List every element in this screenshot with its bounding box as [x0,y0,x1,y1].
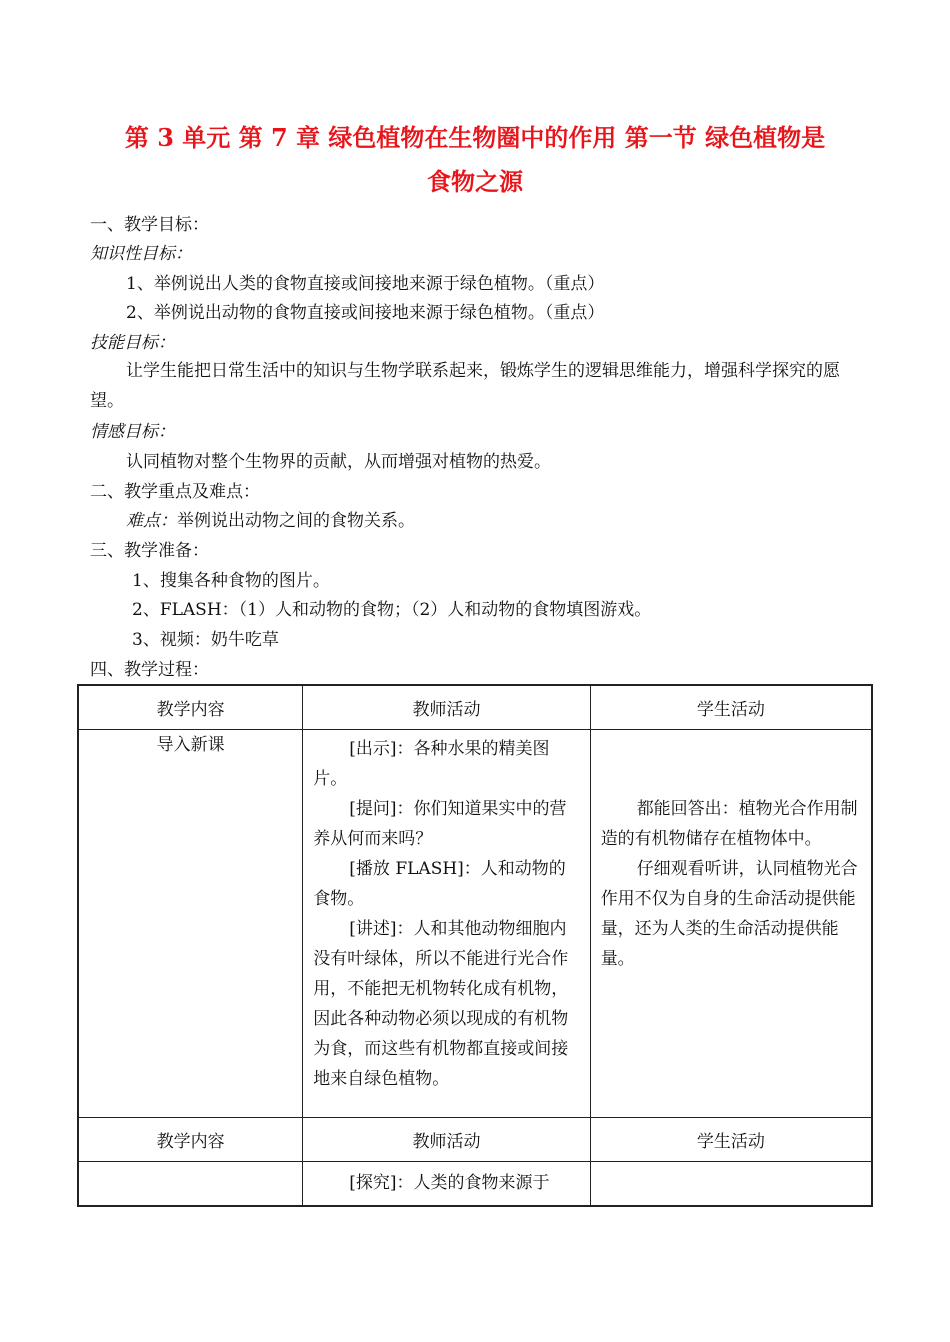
title-line-2: 食物之源 [427,167,523,196]
process-heading: 四、教学过程： [90,660,209,680]
header-content: 教学内容 [78,685,303,730]
keypoints-heading: 二、教学重点及难点： [90,482,260,502]
skill-label: 技能目标： [90,333,175,353]
student-activity: 仔细观看听讲，认同植物光合作用不仅为自身的生命活动提供能量，还为人类的生命活动提供能量。 [600,859,858,969]
header-content: 教学内容 [78,1118,303,1162]
table-header-row [78,1118,872,1162]
header-student: 学生活动 [590,685,872,730]
row-content-text: 导入新课 [156,735,225,755]
row-student-cell [590,1162,872,1206]
goals-heading: 一、教学目标： [90,215,209,235]
table-header-row [78,685,872,730]
skill-text: 让学生能把日常生活中的知识与生物学联系起来，锻炼学生的逻辑思维能力，增强科学探究的愿望。 [90,361,840,411]
emotion-text: 认同植物对整个生物界的贡献，从而增强对植物的热爱。 [126,452,551,472]
title-line-1: 第 3 单元 第 7 章 绿色植物在生物圈中的作用 第一节 绿色植物是 [124,123,826,152]
student-activity: 都能回答出：植物光合作用制造的有机物储存在植物体中。 [600,799,858,849]
knowledge-item: 2、举例说出动物的食物直接或间接地来源于绿色植物。（重点） [126,303,605,323]
teacher-activity: [播放 FLASH]：人和动物的食物。 [313,859,566,909]
difficulty-label: 难点： [126,511,177,531]
prep-item: 3、视频：奶牛吃草 [132,630,279,650]
teacher-activity: [出示]：各种水果的精美图片。 [313,739,550,789]
difficulty-line [126,510,415,532]
table-row [78,1162,872,1206]
teacher-activity: [探究]：人类的食物来源于 [349,1173,550,1193]
difficulty-text: 举例说出动物之间的食物关系。 [177,511,415,531]
teacher-activity: [提问]：你们知道果实中的营养从何而来吗？ [313,799,567,849]
prep-heading: 三、教学准备： [90,541,209,561]
teacher-activity: [讲述]：人和其他动物细胞内没有叶绿体，所以不能进行光合作用，不能把无机物转化成有机物，因此各种动物必须以现成的有机物为食，而这些有机物都直接或间接地来自绿色植物。 [313,919,569,1089]
header-teacher: 教师活动 [303,685,590,730]
teaching-process-table [77,684,873,1207]
prep-item: 1、搜集各种食物的图片。 [132,571,330,591]
row-student-cell [590,730,872,1118]
row-teacher-cell [303,730,590,1118]
knowledge-label: 知识性目标： [90,244,192,264]
prep-item: 2、FLASH：（1）人和动物的食物；（2）人和动物的食物填图游戏。 [132,600,652,620]
knowledge-item: 1、举例说出人类的食物直接或间接地来源于绿色植物。（重点） [126,274,605,294]
document-title [80,116,870,204]
row-content-cell [78,730,303,1118]
row-content-cell [78,1162,303,1206]
table-row [78,730,872,1118]
header-student: 学生活动 [590,1118,872,1162]
emotion-label: 情感目标： [90,422,175,442]
row-teacher-cell [303,1162,590,1206]
header-teacher: 教师活动 [303,1118,590,1162]
